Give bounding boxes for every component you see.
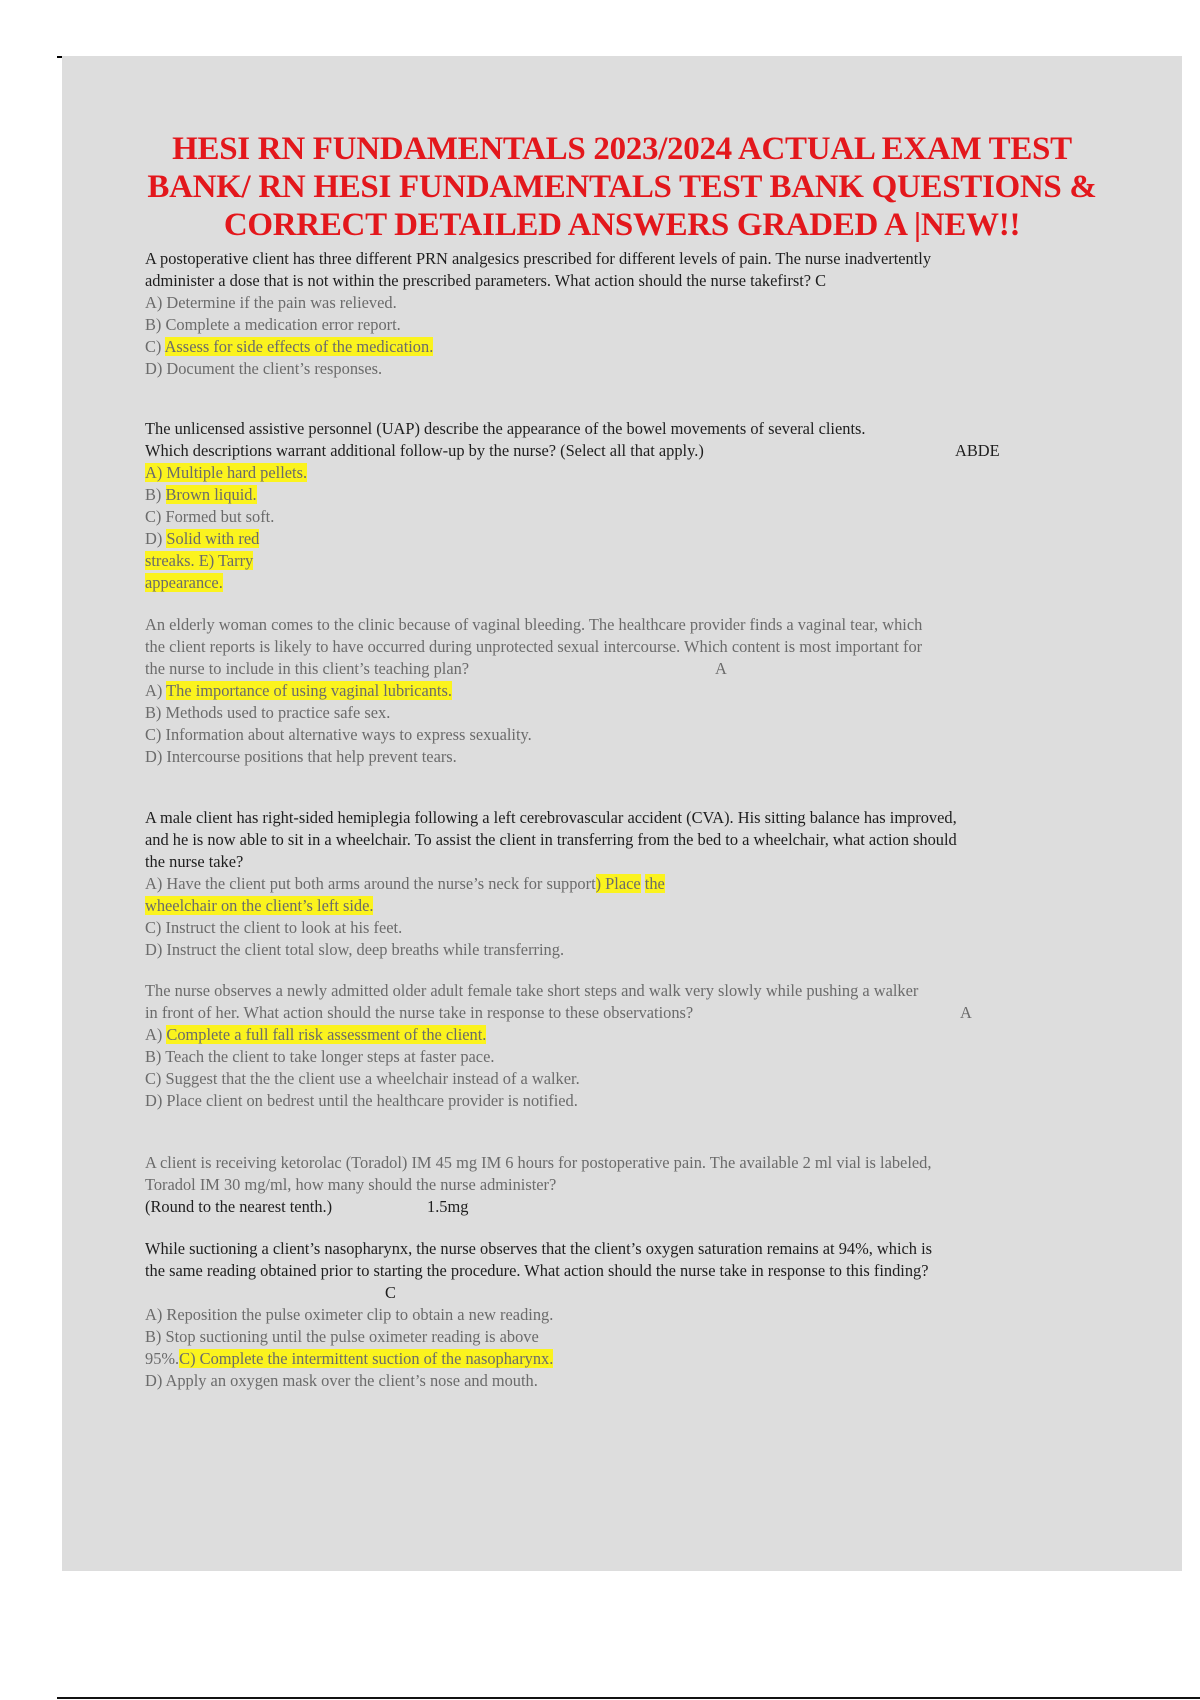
question-stem: Toradol IM 30 mg/ml, how many should the nurse administer? [145, 1175, 557, 1194]
option-b-continued [145, 1348, 1105, 1370]
answer-key: ABDE [955, 441, 1000, 460]
option-c: C) Formed but soft. [145, 507, 275, 526]
option-a [145, 1024, 1105, 1046]
title-line: CORRECT DETAILED ANSWERS GRADED A |NEW!! [223, 207, 1021, 243]
question-4 [145, 807, 1105, 961]
option-a: A) Determine if the pain was relieved. [145, 293, 397, 312]
question-stem [145, 658, 1105, 680]
option-d: D) Place client on bedrest until the healthcare provider is notified. [145, 1091, 578, 1110]
option-c: C) Instruct the client to look at his feet. [145, 918, 403, 937]
question-stem: The unlicensed assistive personnel (UAP) describe the appearance of the bowel movements of several clients. [145, 419, 866, 438]
footer-rule [57, 1697, 1200, 1699]
option-a-text: A) Have the client put both arms around the nurse’s neck for support [145, 874, 596, 893]
highlighted-answer: the [644, 874, 665, 893]
option-b: B) Stop suctioning until the pulse oximeter reading is above [145, 1327, 539, 1346]
option-d: D) Instruct the client total slow, deep breaths while transferring. [145, 940, 565, 959]
question-stem: A postoperative client has three different PRN analgesics prescribed for different levels of pain. The nurse inadvertently [145, 249, 932, 268]
highlighted-answer: streaks. E) Tarry [145, 551, 254, 570]
option-d: D) Apply an oxygen mask over the client’s nose and mouth. [145, 1371, 538, 1390]
option-d: D) Intercourse positions that help prevent tears. [145, 747, 457, 766]
question-stem: The nurse observes a newly admitted older adult female take short steps and walk very slowly while pushing a walker [145, 981, 919, 1000]
answer-key: A [715, 659, 727, 678]
question-stem-text: the nurse to include in this client’s teaching plan? [145, 659, 470, 678]
question-stem [145, 440, 1105, 462]
highlighted-answer: Complete a full fall risk assessment of the client. [166, 1025, 487, 1044]
option-b: B) Teach the client to take longer steps at faster pace. [145, 1047, 495, 1066]
option-label: A) [145, 1025, 167, 1044]
question-stem: An elderly woman comes to the clinic because of vaginal bleeding. The healthcare provider finds a vaginal tear, which [145, 615, 923, 634]
option-d: D) Document the client’s responses. [145, 359, 383, 378]
option-a [145, 462, 1105, 484]
question-5 [145, 980, 1105, 1112]
question-7 [145, 1238, 1105, 1392]
option-b [145, 484, 1105, 506]
question-stem [145, 1196, 1105, 1218]
option-a [145, 680, 1105, 702]
highlighted-answer: A) Multiple hard pellets. [145, 463, 308, 482]
title-line: BANK/ RN HESI FUNDAMENTALS TEST BANK QUESTIONS & [147, 169, 1097, 205]
option-label: B) [145, 485, 166, 504]
question-stem-text: in front of her. What action should the nurse take in response to these observations? [145, 1003, 694, 1022]
question-6 [145, 1152, 1105, 1218]
highlighted-answer: The importance of using vaginal lubricants. [166, 681, 452, 700]
highlighted-answer: Assess for side effects of the medication. [164, 337, 434, 356]
option-b-cont-text: 95%. [145, 1349, 180, 1368]
question-stem-text: Which descriptions warrant additional follow-up by the nurse? (Select all that apply.) [145, 441, 704, 460]
highlighted-answer: wheelchair on the client’s left side. [145, 896, 374, 915]
question-stem: the nurse take? [145, 852, 244, 871]
document-title [92, 130, 1152, 244]
option-c: C) Suggest that the the client use a wheelchair instead of a walker. [145, 1069, 580, 1088]
highlighted-answer: appearance. [145, 573, 223, 592]
question-stem [145, 1002, 1105, 1024]
option-label: C) [145, 337, 165, 356]
option-a: A) Reposition the pulse oximeter clip to obtain a new reading. [145, 1305, 554, 1324]
highlighted-answer: ) Place [595, 874, 641, 893]
option-b: B) Complete a medication error report. [145, 315, 401, 334]
question-stem: A male client has right-sided hemiplegia following a left cerebrovascular accident (CVA). His sitting balance has improved, [145, 808, 957, 827]
question-stem: administer a dose that is not within the prescribed parameters. What action should the nurse takefirst? C [145, 271, 827, 290]
question-3 [145, 614, 1105, 768]
question-stem: A client is receiving ketorolac (Toradol) IM 45 mg IM 6 hours for postoperative pain. The available 2 ml vial is labeled, [145, 1153, 932, 1172]
answer-key: A [960, 1003, 972, 1022]
highlighted-answer: C) Complete the intermittent suction of the nasopharynx. [179, 1349, 554, 1368]
question-stem: the same reading obtained prior to starting the procedure. What action should the nurse take in response to this finding? [145, 1261, 929, 1280]
title-line: HESI RN FUNDAMENTALS 2023/2024 ACTUAL EXAM TEST [172, 131, 1072, 167]
option-label: D) [145, 529, 167, 548]
answer-key-line [145, 1282, 1105, 1304]
answer-key: C [385, 1283, 396, 1302]
answer-key: 1.5mg [427, 1197, 469, 1216]
option-b: B) Methods used to practice safe sex. [145, 703, 391, 722]
option-b-continued [145, 895, 1105, 917]
option-d [145, 528, 1105, 550]
option-a [145, 873, 1105, 895]
option-e-continued [145, 572, 1105, 594]
option-c: C) Information about alternative ways to express sexuality. [145, 725, 532, 744]
question-2 [145, 418, 1105, 594]
question-stem-text: (Round to the nearest tenth.) [145, 1197, 333, 1216]
question-stem: and he is now able to sit in a wheelchair. To assist the client in transferring from the bed to a wheelchair, what action should [145, 830, 957, 849]
highlighted-answer: Brown liquid. [165, 485, 257, 504]
question-stem: the client reports is likely to have occurred during unprotected sexual intercourse. Which content is most important for [145, 637, 923, 656]
question-stem: While suctioning a client’s nasopharynx, the nurse observes that the client’s oxygen saturation remains at 94%, which is [145, 1239, 933, 1258]
highlighted-answer: Solid with red [166, 529, 260, 548]
option-d-continued [145, 550, 1105, 572]
option-label: A) [145, 681, 167, 700]
question-1 [145, 248, 1105, 380]
option-c [145, 336, 1105, 358]
